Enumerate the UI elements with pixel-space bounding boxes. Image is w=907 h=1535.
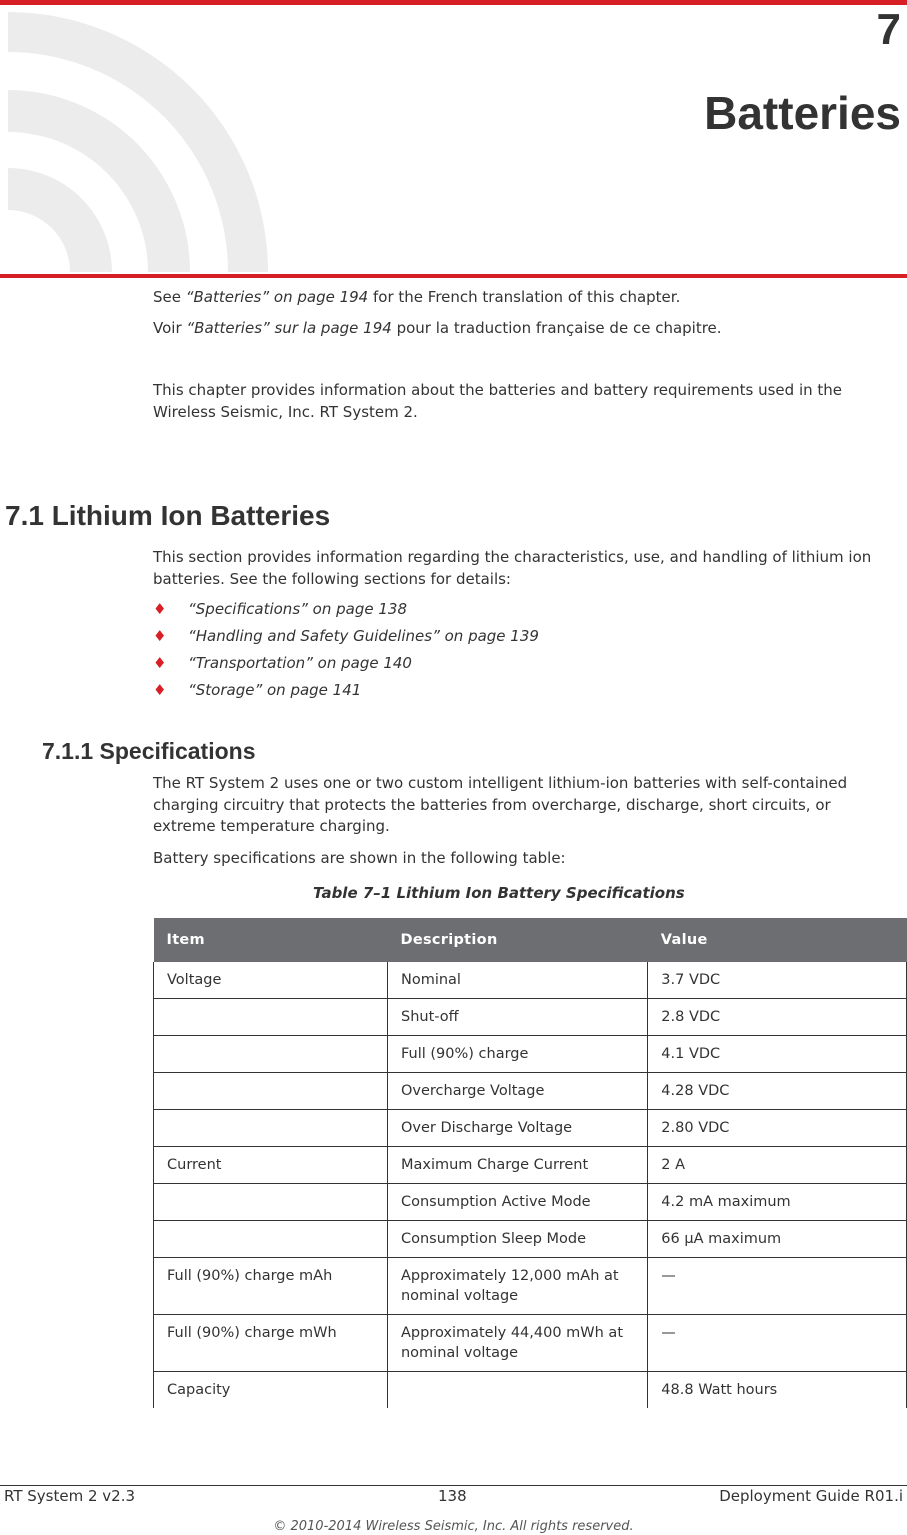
logo-arc-inner xyxy=(8,168,112,272)
table-cell xyxy=(154,999,388,1036)
chapter-overview: This chapter provides information about the batteries and battery requirements used in the Wireless Seismic, Inc. RT System 2. xyxy=(153,381,843,421)
wireless-logo-watermark xyxy=(0,0,280,272)
table-cell: 4.1 VDC xyxy=(648,1036,907,1073)
table-row xyxy=(154,1147,907,1184)
table-row xyxy=(154,1315,907,1372)
voir-paragraph xyxy=(153,318,893,340)
table-cell: Current xyxy=(154,1147,388,1184)
table-row xyxy=(154,1372,907,1409)
voir-suffix: pour la traduction française de ce chapitre. xyxy=(391,319,722,337)
section-heading-7-1: 7.1 Lithium Ion Batteries xyxy=(5,500,331,531)
section-7-1-body: This section provides information regarding the characteristics, use, and handling of lithium ion batteries. See the following sections for details: xyxy=(153,548,872,588)
table-cell: Approximately 44,400 mWh at nominal voltage xyxy=(387,1315,647,1372)
table-cell: 2.80 VDC xyxy=(648,1110,907,1147)
table-cell: — xyxy=(648,1315,907,1372)
storage-link[interactable]: “Storage” on page 141 xyxy=(188,681,362,699)
table-caption: Table 7–1 Lithium Ion Battery Specifications xyxy=(313,884,685,902)
table-row xyxy=(154,1110,907,1147)
table-cell xyxy=(154,1221,388,1258)
specifications-body: The RT System 2 uses one or two custom intelligent lithium-ion batteries with self-contained charging circuitry that protects the batteries from overcharge, discharge, short circuits, or extreme temperature charging. xyxy=(153,774,848,835)
header-divider xyxy=(0,274,907,278)
table-cell xyxy=(154,1073,388,1110)
table-cell: Voltage xyxy=(154,962,388,999)
table-row xyxy=(154,1258,907,1315)
table-cell: Shut-off xyxy=(387,999,647,1036)
table-cell xyxy=(387,1372,647,1409)
table-cell: Over Discharge Voltage xyxy=(387,1110,647,1147)
table-row xyxy=(154,999,907,1036)
table-cell: 2.8 VDC xyxy=(648,999,907,1036)
footer-page-number: 138 xyxy=(438,1487,467,1505)
see-suffix: for the French translation of this chapter. xyxy=(368,288,681,306)
table-row xyxy=(154,1073,907,1110)
table-cell: Consumption Active Mode xyxy=(387,1184,647,1221)
list-item xyxy=(153,600,407,618)
table-cell: 4.2 mA maximum xyxy=(648,1184,907,1221)
table-cell: 2 A xyxy=(648,1147,907,1184)
table-cell: Full (90%) charge mWh xyxy=(154,1315,388,1372)
table-row xyxy=(154,1184,907,1221)
table-cell: Overcharge Voltage xyxy=(387,1073,647,1110)
see-paragraph xyxy=(153,287,893,309)
diamond-bullet-icon: ♦ xyxy=(153,627,167,645)
table-cell: Consumption Sleep Mode xyxy=(387,1221,647,1258)
column-header-item: Item xyxy=(154,918,388,962)
table-cell xyxy=(154,1110,388,1147)
diamond-bullet-icon: ♦ xyxy=(153,681,167,699)
table-row xyxy=(154,962,907,999)
handling-safety-link[interactable]: “Handling and Safety Guidelines” on page 139 xyxy=(188,627,539,645)
table-cell: Approximately 12,000 mAh at nominal voltage xyxy=(387,1258,647,1315)
diamond-bullet-icon: ♦ xyxy=(153,600,167,618)
list-item xyxy=(153,654,412,672)
see-prefix: See xyxy=(153,288,186,306)
list-item xyxy=(153,627,539,645)
specifications-link[interactable]: “Specifications” on page 138 xyxy=(188,600,407,618)
column-header-description: Description xyxy=(387,918,647,962)
table-cell: Maximum Charge Current xyxy=(387,1147,647,1184)
table-cell: 4.28 VDC xyxy=(648,1073,907,1110)
table-cell: 3.7 VDC xyxy=(648,962,907,999)
voir-prefix: Voir xyxy=(153,319,187,337)
table-cell xyxy=(154,1036,388,1073)
table-cell: Full (90%) charge mAh xyxy=(154,1258,388,1315)
table-cell: 48.8 Watt hours xyxy=(648,1372,907,1409)
column-header-value: Value xyxy=(648,918,907,962)
table-cell: 66 µA maximum xyxy=(648,1221,907,1258)
chapter-title: Batteries xyxy=(704,87,901,139)
table-cell: Nominal xyxy=(387,962,647,999)
footer-divider xyxy=(0,1485,907,1486)
table-cell: Full (90%) charge xyxy=(387,1036,647,1073)
chapter-number: 7 xyxy=(876,5,901,54)
table-intro: Battery specifications are shown in the following table: xyxy=(153,849,566,867)
table-cell: — xyxy=(648,1258,907,1315)
table-header-row xyxy=(154,918,907,962)
logo-arc-outer xyxy=(8,12,268,272)
diamond-bullet-icon: ♦ xyxy=(153,654,167,672)
section-heading-7-1-1: 7.1.1 Specifications xyxy=(42,738,256,764)
list-item xyxy=(153,681,361,699)
footer-product: RT System 2 v2.3 xyxy=(4,1487,136,1505)
table-cell xyxy=(154,1184,388,1221)
see-link[interactable]: “Batteries” on page 194 xyxy=(185,288,369,306)
table-row xyxy=(154,1221,907,1258)
table-cell: Capacity xyxy=(154,1372,388,1409)
battery-specifications-table xyxy=(153,918,907,1408)
footer-document: Deployment Guide R01.i xyxy=(719,1487,903,1505)
voir-link[interactable]: “Batteries” sur la page 194 xyxy=(186,319,392,337)
transportation-link[interactable]: “Transportation” on page 140 xyxy=(188,654,412,672)
footer-copyright: © 2010-2014 Wireless Seismic, Inc. All rights reserved. xyxy=(273,1519,634,1534)
table-row xyxy=(154,1036,907,1073)
